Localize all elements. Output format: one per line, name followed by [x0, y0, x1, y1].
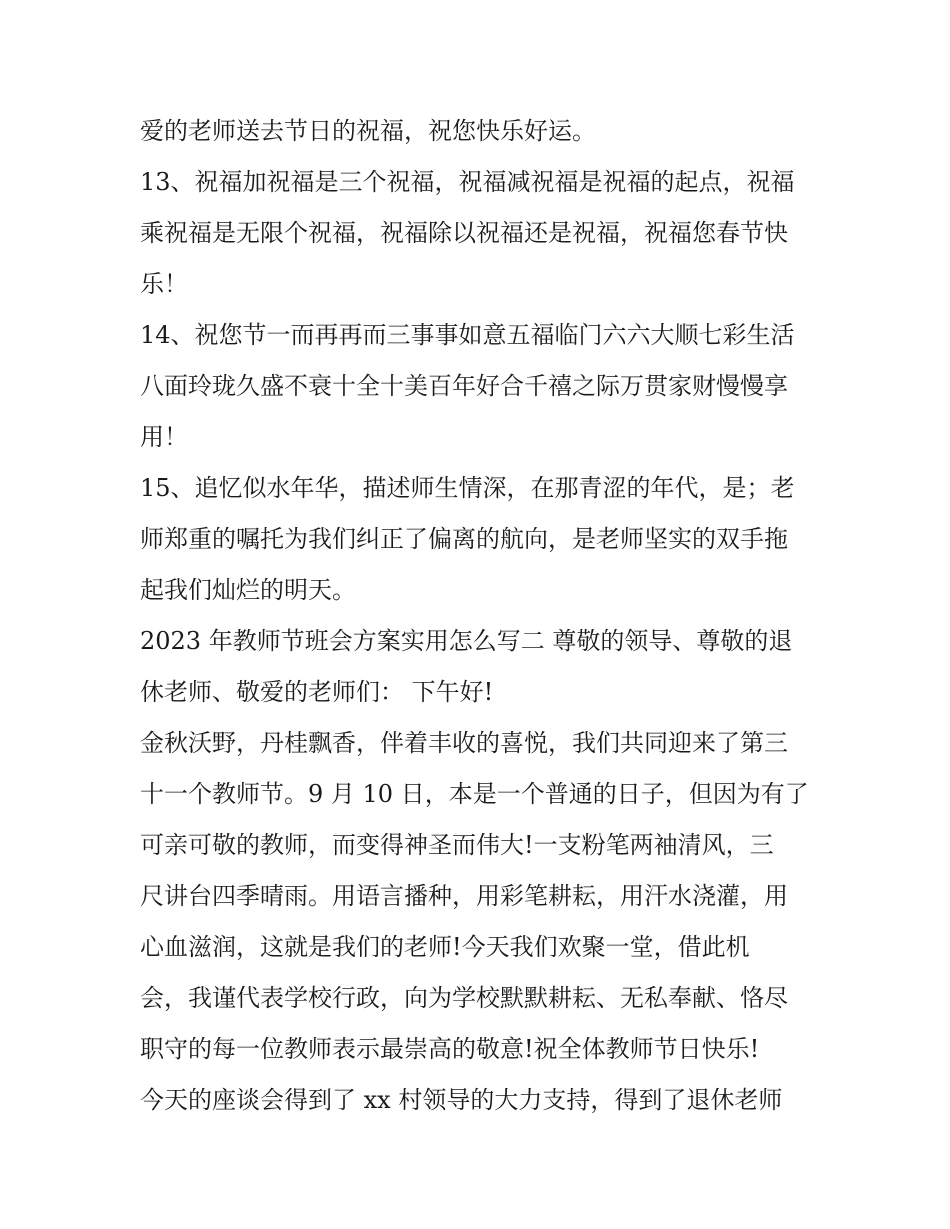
text-line: 13、祝福加祝福是三个祝福，祝福减祝福是祝福的起点，祝福 — [140, 168, 795, 196]
text-line: 用！ — [140, 423, 188, 451]
document-body — [140, 106, 830, 1126]
text-line: 14、祝您节一而再再而三事事如意五福临门六六大顺七彩生活 — [140, 321, 795, 349]
text-line: 职守的每一位教师表示最崇高的敬意!祝全体教师节日快乐! — [140, 1035, 760, 1063]
text-line: 师郑重的嘱托为我们纠正了偏离的航向，是老师坚实的双手拖 — [140, 525, 788, 553]
text-line: 15、追忆似水年华，描述师生情深，在那青涩的年代，是；老 — [140, 474, 795, 502]
text-line: 八面玲珑久盛不衰十全十美百年好合千禧之际万贯家财慢慢享 — [140, 372, 788, 400]
text-line: 休老师、敬爱的老师们： 下午好! — [140, 678, 494, 706]
text-line: 乘祝福是无限个祝福，祝福除以祝福还是祝福，祝福您春节快 — [140, 219, 788, 247]
text-line: 起我们灿烂的明天。 — [140, 576, 356, 604]
text-line: 乐！ — [140, 270, 188, 298]
text-line: 心血滋润，这就是我们的老师!今天我们欢聚一堂，借此机 — [140, 933, 750, 961]
text-line: 今天的座谈会得到了 xx 村领导的大力支持，得到了退休老师 — [140, 1086, 783, 1114]
text-line: 尺讲台四季晴雨。用语言播种，用彩笔耕耘，用汗水浇灌，用 — [140, 882, 788, 910]
text-line: 2023 年教师节班会方案实用怎么写二 尊敬的领导、尊敬的退 — [140, 627, 793, 655]
text-line: 会，我谨代表学校行政，向为学校默默耕耘、无私奉献、恪尽 — [140, 984, 788, 1012]
text-line: 金秋沃野，丹桂飘香，伴着丰收的喜悦，我们共同迎来了第三 — [140, 729, 788, 757]
text-line: 可亲可敬的教师，而变得神圣而伟大!一支粉笔两袖清风，三 — [140, 831, 774, 859]
text-line: 爱的老师送去节日的祝福，祝您快乐好运。 — [140, 117, 596, 145]
text-line: 十一个教师节。9 月 10 日，本是一个普通的日子，但因为有了 — [140, 780, 809, 808]
